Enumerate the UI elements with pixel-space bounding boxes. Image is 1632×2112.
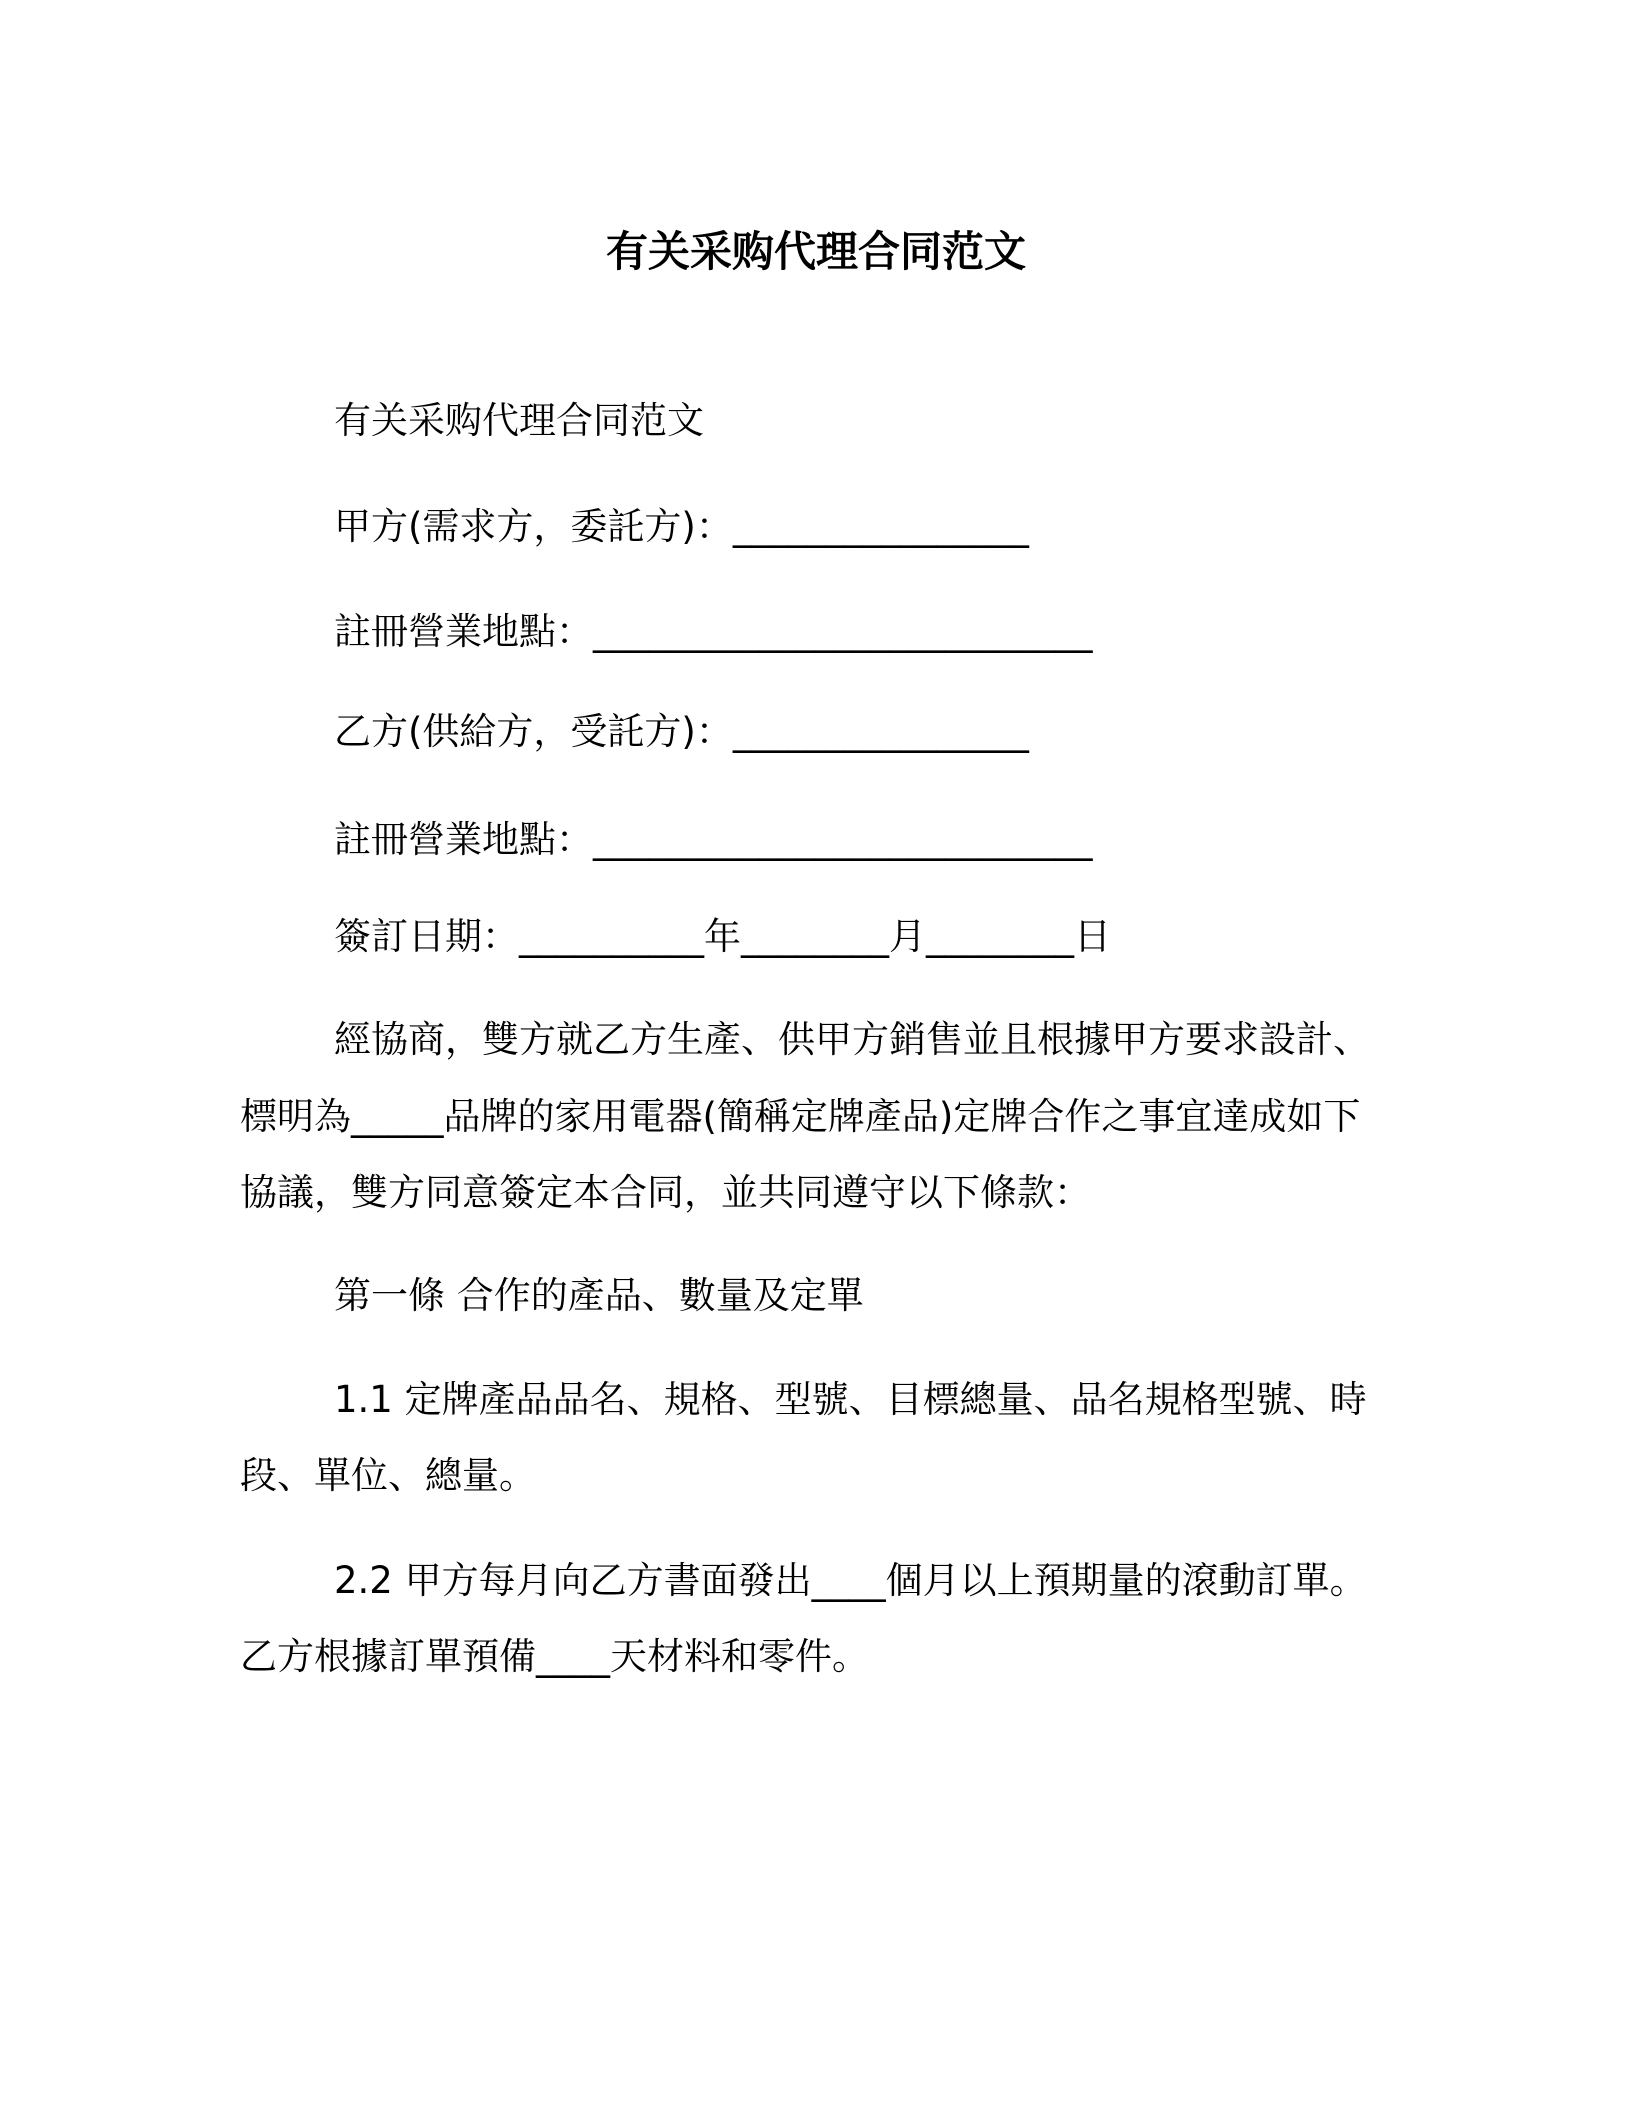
party-a-address-field: 註冊營業地點：___________________________ (334, 610, 1093, 653)
clause-2-2-line: 乙方根據訂單預備____天材料和零件。 (240, 1635, 869, 1678)
intro-paragraph-line: 經協商，雙方就乙方生產、供甲方銷售並且根據甲方要求設計、 (334, 1018, 1370, 1061)
article-1-heading: 第一條 合作的產品、數量及定單 (334, 1274, 864, 1317)
document-title: 有关采购代理合同范文 (605, 227, 1026, 276)
intro-paragraph-line: 標明為_____品牌的家用電器(簡稱定牌產品)定牌合作之事宜達成如下 (240, 1095, 1361, 1138)
sign-date-field: 簽訂日期：__________年________月________日 (334, 915, 1111, 958)
clause-2-2-line: 2.2 甲方每月向乙方書面發出____個月以上預期量的滾動訂單。 (334, 1559, 1367, 1602)
clause-1-1-line: 段、單位、總量。 (240, 1454, 536, 1497)
intro-paragraph-line: 協議，雙方同意簽定本合同，並共同遵守以下條款： (240, 1171, 1091, 1214)
party-a-field: 甲方(需求方，委託方)：________________ (334, 505, 1029, 548)
subtitle: 有关采购代理合同范文 (334, 399, 704, 442)
party-b-field: 乙方(供給方，受託方)：________________ (334, 710, 1029, 753)
party-b-address-field: 註冊營業地點：___________________________ (334, 818, 1093, 861)
clause-1-1-line: 1.1 定牌產品品名、規格、型號、目標總量、品名規格型號、時 (334, 1378, 1367, 1421)
